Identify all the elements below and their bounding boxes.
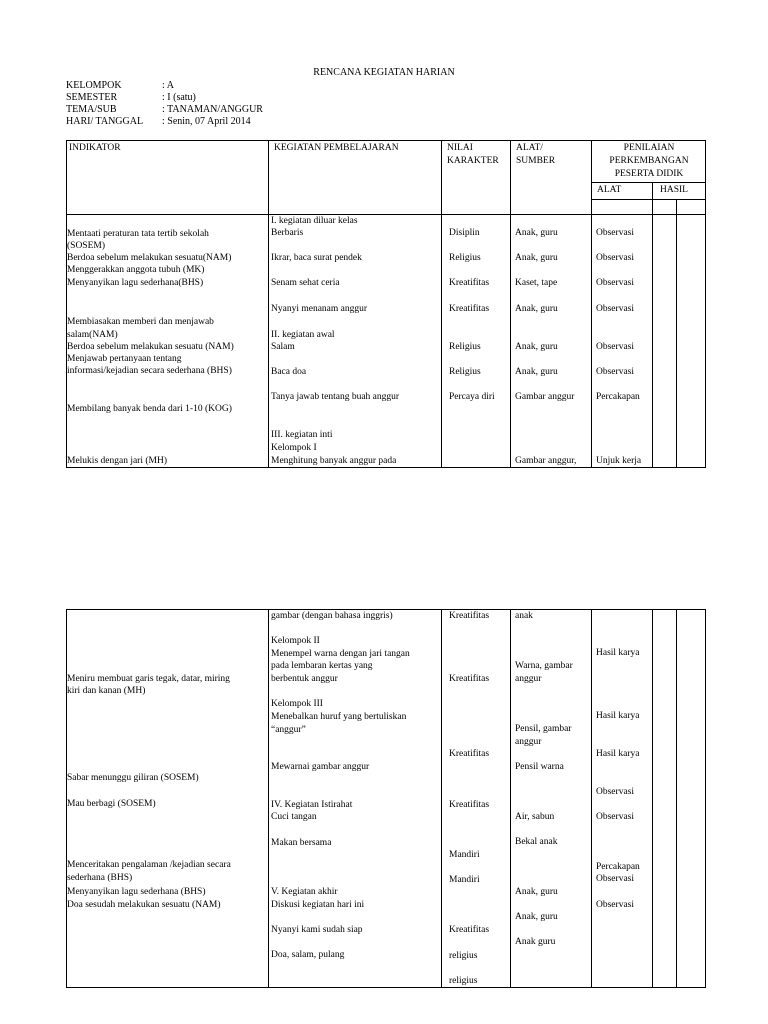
nilai-line: Kreatifitas bbox=[449, 749, 490, 759]
alat-sumber-line: Pensil, gambar bbox=[515, 724, 572, 734]
alat-sumber-line: Kaset, tape bbox=[515, 278, 558, 288]
indikator-line: (SOSEM) bbox=[67, 241, 106, 251]
nilai-line: Religius bbox=[449, 367, 481, 377]
alat-sumber-line: anak bbox=[515, 611, 533, 621]
kegiatan-line: Cuci tangan bbox=[271, 812, 317, 822]
header-alat bbox=[592, 183, 653, 200]
table-header-row bbox=[67, 141, 706, 183]
indikator-line: Membiasakan memberi dan menjawab bbox=[67, 317, 214, 327]
header-penilaian-line3: PESERTA DIDIK bbox=[614, 169, 684, 179]
penilaian-alat-cell bbox=[592, 610, 653, 988]
kegiatan-line: Diskusi kegiatan hari ini bbox=[271, 900, 365, 910]
nilai-line: Percaya diri bbox=[449, 392, 495, 402]
nilai-line: Kreatifitas bbox=[449, 278, 490, 288]
kegiatan-line: IV. Kegiatan Istirahat bbox=[271, 800, 353, 810]
document-title: RENCANA KEGIATAN HARIAN bbox=[313, 67, 455, 78]
header-nilai-line1: NILAI bbox=[447, 143, 473, 153]
alat-sumber-line: Anak guru bbox=[515, 937, 556, 947]
meta-label-kelompok: KELOMPOK bbox=[66, 80, 122, 91]
nilai-line: Kreatifitas bbox=[449, 925, 490, 935]
kegiatan-line: Kelompok I bbox=[271, 443, 317, 453]
header-penilaian-line1: PENILAIAN bbox=[623, 143, 675, 153]
penilaian-line: Observasi bbox=[596, 228, 634, 238]
meta-label-tema: TEMA/SUB bbox=[66, 104, 117, 115]
header-kegiatan bbox=[269, 141, 442, 215]
alat-sumber-line: Gambar anggur bbox=[515, 392, 575, 402]
header-nilai-line2: KARAKTER bbox=[447, 156, 499, 166]
kegiatan-line: Senam sehat ceria bbox=[271, 278, 340, 288]
hasil-cell-1 bbox=[653, 215, 677, 468]
alat-sumber-line: Bekal anak bbox=[515, 837, 558, 847]
penilaian-line: Observasi bbox=[596, 900, 634, 910]
header-nilai bbox=[442, 141, 511, 215]
kegiatan-line: pada lembaran kertas yang bbox=[271, 661, 373, 671]
alat-sumber-line: Anak, guru bbox=[515, 304, 558, 314]
alat-sumber-line: Anak, guru bbox=[515, 887, 558, 897]
kegiatan-line: Nyanyi menanam anggur bbox=[271, 304, 368, 314]
alat-sumber-line: Anak, guru bbox=[515, 367, 558, 377]
header-alat-sumber bbox=[511, 141, 592, 215]
indikator-line: Sabar menunggu giliran (SOSEM) bbox=[67, 773, 199, 783]
alat-sumber-line: Anak, guru bbox=[515, 912, 558, 922]
nilai-cell bbox=[442, 610, 511, 988]
indikator-line: Membilang banyak benda dari 1-10 (KOG) bbox=[67, 404, 232, 414]
penilaian-line: Observasi bbox=[596, 367, 634, 377]
alat-sumber-line: Anak, guru bbox=[515, 228, 558, 238]
kegiatan-line: Kelompok III bbox=[271, 699, 323, 709]
header-hasil-label: HASIL bbox=[660, 185, 688, 195]
penilaian-line: Observasi bbox=[596, 874, 634, 884]
header-hasil bbox=[653, 183, 706, 200]
nilai-line: Mandiri bbox=[449, 850, 480, 860]
penilaian-line: Observasi bbox=[596, 787, 634, 797]
penilaian-line: Percakapan bbox=[596, 392, 640, 402]
meta-value-kelompok: : A bbox=[162, 80, 174, 91]
nilai-line: Kreatifitas bbox=[449, 611, 490, 621]
indikator-line: Menggerakkan anggota tubuh (MK) bbox=[67, 265, 205, 275]
penilaian-line: Observasi bbox=[596, 304, 634, 314]
kegiatan-line: II. kegiatan awal bbox=[271, 330, 335, 340]
kegiatan-line: Baca doa bbox=[271, 367, 307, 377]
indikator-line: kiri dan kanan (MH) bbox=[67, 686, 146, 696]
nilai-line: Kreatifitas bbox=[449, 800, 490, 810]
header-alat-line1: ALAT/ bbox=[516, 143, 543, 153]
nilai-line: Mandiri bbox=[449, 875, 480, 885]
alat-sumber-line: anggur bbox=[515, 737, 542, 747]
kegiatan-line: I. kegiatan diluar kelas bbox=[271, 216, 358, 226]
indikator-line: Menyanyikan lagu sederhana (BHS) bbox=[67, 887, 206, 897]
kegiatan-line: Menghitung banyak anggur pada bbox=[271, 456, 397, 466]
penilaian-alat-cell bbox=[592, 215, 653, 468]
penilaian-line: Percakapan bbox=[596, 862, 640, 872]
penilaian-line: Hasil karya bbox=[596, 711, 640, 721]
alat-sumber-cell bbox=[511, 610, 592, 988]
header-kegiatan-label: KEGIATAN PEMBELAJARAN bbox=[274, 143, 399, 153]
kegiatan-line: Berbaris bbox=[271, 228, 304, 238]
indikator-line: Menyanyikan lagu sederhana(BHS) bbox=[67, 278, 204, 288]
meta-value-tema: : TANAMAN/ANGGUR bbox=[162, 104, 263, 115]
header-indikator-label: INDIKATOR bbox=[69, 143, 121, 153]
kegiatan-line: Nyanyi kami sudah siap bbox=[271, 925, 363, 935]
nilai-line: Religius bbox=[449, 253, 481, 263]
header-alat-line2: SUMBER bbox=[516, 156, 556, 166]
nilai-line: Kreatifitas bbox=[449, 304, 490, 314]
indikator-line: Mentaati peraturan tata tertib sekolah bbox=[67, 229, 209, 239]
meta-value-hari: : Senin, 07 April 2014 bbox=[162, 116, 251, 127]
indikator-line: salam(NAM) bbox=[67, 330, 118, 340]
indikator-cell bbox=[67, 610, 269, 988]
kegiatan-line: Doa, salam, pulang bbox=[271, 950, 345, 960]
alat-sumber-cell bbox=[511, 215, 592, 468]
kegiatan-cell bbox=[269, 610, 442, 988]
kegiatan-line: Mewarnai gambar anggur bbox=[271, 762, 370, 772]
hasil-cell-2 bbox=[677, 215, 706, 468]
alat-sumber-line: Gambar anggur, bbox=[515, 456, 577, 466]
activity-table-2 bbox=[66, 609, 706, 988]
indikator-line: Doa sesudah melakukan sesuatu (NAM) bbox=[67, 900, 221, 910]
kegiatan-line: Ikrar, baca surat pendek bbox=[271, 253, 362, 263]
activity-table-1 bbox=[66, 140, 706, 468]
indikator-line: Menceritakan pengalaman /kejadian secara bbox=[67, 860, 231, 870]
header-penilaian bbox=[592, 141, 706, 183]
alat-sumber-line: Warna, gambar bbox=[515, 661, 573, 671]
meta-value-semester: : I (satu) bbox=[162, 92, 196, 103]
header-indikator bbox=[67, 141, 269, 215]
alat-sumber-line: Anak, guru bbox=[515, 253, 558, 263]
table-row bbox=[67, 610, 706, 988]
penilaian-line: Hasil karya bbox=[596, 648, 640, 658]
table-row bbox=[67, 215, 706, 468]
meta-label-hari: HARI/ TANGGAL bbox=[66, 116, 144, 127]
kegiatan-cell bbox=[269, 215, 442, 468]
kegiatan-line: Tanya jawab tentang buah anggur bbox=[271, 392, 400, 402]
indikator-line: informasi/kejadian secara sederhana (BHS) bbox=[67, 366, 232, 376]
kegiatan-line: III. kegiatan inti bbox=[271, 430, 333, 440]
indikator-line: Mau berbagi (SOSEM) bbox=[67, 799, 156, 809]
nilai-line: Disiplin bbox=[449, 228, 480, 238]
nilai-cell bbox=[442, 215, 511, 468]
penilaian-line: Observasi bbox=[596, 278, 634, 288]
penilaian-line: Observasi bbox=[596, 812, 634, 822]
kegiatan-line: gambar (dengan bahasa inggris) bbox=[271, 611, 393, 621]
kegiatan-line: Makan bersama bbox=[271, 838, 332, 848]
indikator-line: Berdoa sebelum melakukan sesuatu(NAM) bbox=[67, 253, 232, 263]
indikator-line: sederhana (BHS) bbox=[67, 873, 133, 883]
meta-label-semester: SEMESTER bbox=[66, 92, 118, 103]
kegiatan-line: Menempel warna dengan jari tangan bbox=[271, 649, 410, 659]
kegiatan-line: Salam bbox=[271, 342, 295, 352]
hasil-cell-2 bbox=[677, 610, 706, 988]
alat-sumber-line: anggur bbox=[515, 674, 542, 684]
nilai-line: Kreatifitas bbox=[449, 674, 490, 684]
kegiatan-line: Kelompok II bbox=[271, 636, 320, 646]
nilai-line: Religius bbox=[449, 342, 481, 352]
kegiatan-line: berbentuk anggur bbox=[271, 674, 338, 684]
nilai-line: religius bbox=[449, 951, 478, 961]
header-penilaian-line2: PERKEMBANGAN bbox=[609, 156, 689, 166]
alat-sumber-line: Anak, guru bbox=[515, 342, 558, 352]
indikator-line: Meniru membuat garis tegak, datar, miring bbox=[67, 674, 230, 684]
kegiatan-line: V. Kegiatan akhir bbox=[271, 887, 338, 897]
indikator-line: Berdoa sebelum melakukan sesuatu (NAM) bbox=[67, 342, 234, 352]
penilaian-line: Unjuk kerja bbox=[596, 456, 642, 466]
hasil-cell-1 bbox=[653, 610, 677, 988]
penilaian-line: Observasi bbox=[596, 253, 634, 263]
header-alat-label: ALAT bbox=[597, 185, 622, 195]
indikator-line: Menjawab pertanyaan tentang bbox=[67, 354, 182, 364]
penilaian-line: Hasil karya bbox=[596, 749, 640, 759]
alat-sumber-line: Air, sabun bbox=[515, 812, 555, 822]
indikator-line: Melukis dengan jari (MH) bbox=[67, 456, 167, 466]
kegiatan-line: “anggur” bbox=[271, 725, 306, 735]
nilai-line: religius bbox=[449, 976, 478, 986]
indikator-cell bbox=[67, 215, 269, 468]
penilaian-line: Observasi bbox=[596, 342, 634, 352]
kegiatan-line: Menebalkan huruf yang bertuliskan bbox=[271, 712, 407, 722]
alat-sumber-line: Pensil warna bbox=[515, 762, 564, 772]
